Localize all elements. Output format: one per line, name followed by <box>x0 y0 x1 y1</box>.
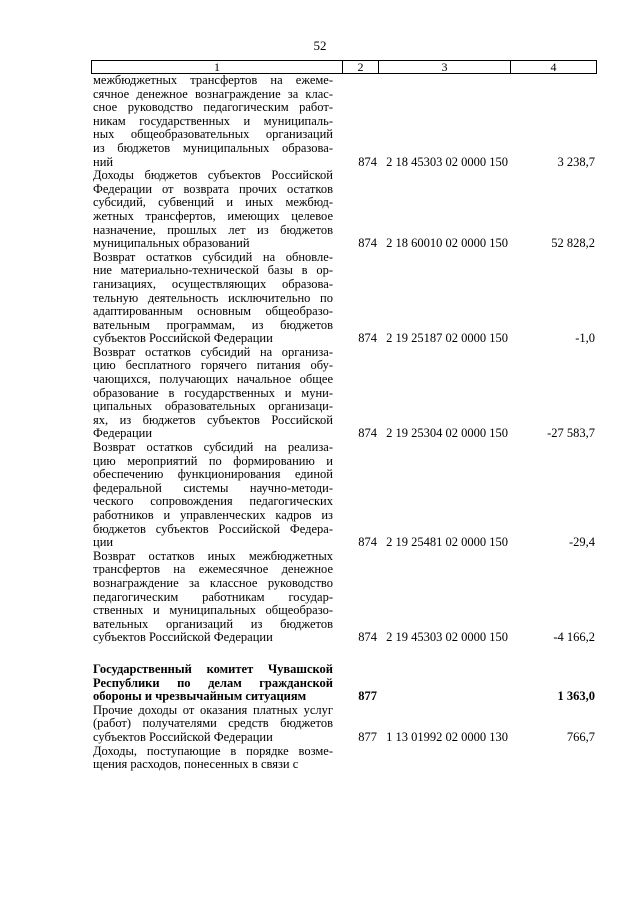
table-row <box>93 74 597 169</box>
description-line: щения расходов, понесенных в связи с <box>93 757 299 772</box>
amount: -27 583,7 <box>547 426 595 441</box>
budget-classification-code: 1 13 01992 02 0000 130 <box>386 729 508 744</box>
table-header <box>91 60 597 74</box>
description-line: Доходы, поступающие в порядке возме- <box>93 743 333 758</box>
description-line: трансфертов на ежемесячное денежное <box>93 562 333 577</box>
description-line: чающихся, получающих начальное общее <box>93 372 333 387</box>
budget-classification-code: 2 19 25304 02 0000 150 <box>386 426 508 441</box>
table-row <box>93 346 597 441</box>
table-row <box>93 704 597 745</box>
description-line: жетных трансфертов, имеющих целевое <box>93 208 333 223</box>
row-description <box>93 745 333 772</box>
description-line: субсидий, субвенций и иных межбюд- <box>93 195 333 210</box>
description-line: Возврат остатков субсидий на организа- <box>93 344 333 359</box>
table-row <box>93 251 597 346</box>
description-line: работников и управленческих кадров из <box>93 508 333 522</box>
description-line: ях, из бюджетов субъектов Российской <box>93 412 333 427</box>
description-line: субъектов Российской Федерации <box>93 331 273 346</box>
description-line: федеральной системы научно-методи- <box>93 480 333 495</box>
admin-code: 874 <box>358 236 377 251</box>
description-line: сное руководство педагогическим работ- <box>93 100 333 115</box>
description-line: педагогическим работникам государ- <box>93 589 333 604</box>
table-row <box>93 550 597 645</box>
amount: 52 828,2 <box>551 236 595 251</box>
description-line: Прочие доходы от оказания платных услуг <box>93 702 333 717</box>
description-line: из бюджетов муниципальных образова- <box>93 140 333 155</box>
description-line: адаптированным основным общеобразо- <box>93 304 333 319</box>
row-spacer <box>93 645 597 663</box>
admin-code: 874 <box>358 630 377 645</box>
description-line: субъектов Российской Федерации <box>93 729 273 744</box>
description-line: (работ) получателями средств бюджетов <box>93 716 333 731</box>
description-line: Федерации от возврата прочих остатков <box>93 181 333 196</box>
description-line: Федерации <box>93 426 153 441</box>
row-description <box>93 346 333 441</box>
admin-code: 874 <box>358 535 377 550</box>
description-line: образование в государственных и муни- <box>93 385 333 400</box>
amount: -1,0 <box>575 331 595 346</box>
row-description <box>93 663 333 704</box>
description-line: обороны и чрезвычайным ситуациям <box>93 689 307 704</box>
header-col-4: 4 <box>550 60 557 74</box>
description-line: цию мероприятий по формированию и <box>93 453 333 468</box>
description-line: межбюджетных трансфертов на ежеме- <box>93 73 333 87</box>
table-row <box>93 745 597 772</box>
amount: -29,4 <box>568 535 595 550</box>
page-number: 52 <box>313 38 327 53</box>
row-description <box>93 441 333 550</box>
admin-code: 874 <box>358 426 377 441</box>
budget-classification-code: 2 18 60010 02 0000 150 <box>386 236 508 251</box>
description-line: обеспечению функционирования единой <box>93 467 333 482</box>
description-line: Республики по делам гражданской <box>93 675 333 690</box>
description-line: назначение, прошлых лет из бюджетов <box>93 222 333 237</box>
admin-code: 877 <box>358 689 377 704</box>
amount: 3 238,7 <box>557 154 595 169</box>
description-line: муниципальных образований <box>93 236 250 251</box>
amount: -4 166,2 <box>553 630 595 645</box>
admin-code: 877 <box>358 729 377 744</box>
description-line: вательным программам, из бюджетов <box>93 317 333 332</box>
description-line: вознаграждение за классное руководство <box>93 575 333 590</box>
description-line: ственных и муниципальных общеобразо- <box>93 603 333 618</box>
description-line: вательных организаций из бюджетов <box>93 616 333 631</box>
description-line: ческого сопровождения педагогических <box>93 494 333 509</box>
description-line: Доходы бюджетов субъектов Российской <box>93 168 333 183</box>
description-line: Возврат остатков иных межбюджетных <box>93 548 333 563</box>
row-description <box>93 704 333 745</box>
amount: 766,7 <box>566 729 595 744</box>
budget-classification-code: 2 19 25481 02 0000 150 <box>386 535 508 550</box>
description-line: Возврат остатков субсидий на обновле- <box>93 249 333 264</box>
description-line: Возврат остатков субсидий на реализа- <box>93 440 333 455</box>
description-line: цию бесплатного горячего питания обу- <box>93 358 333 373</box>
description-line: ципальных образовательных организаци- <box>93 399 333 414</box>
description-line: никам государственных и муниципаль- <box>93 113 333 128</box>
budget-classification-code: 2 18 45303 02 0000 150 <box>386 154 508 169</box>
description-line: ции <box>93 535 114 550</box>
header-col-2: 2 <box>343 61 379 73</box>
budget-classification-code: 2 19 25187 02 0000 150 <box>386 331 508 346</box>
description-line: тельную деятельность исключительно по <box>93 290 333 305</box>
header-col-3: 3 <box>379 61 511 73</box>
description-line: Государственный комитет Чувашской <box>93 661 333 676</box>
description-line: ний <box>93 154 114 169</box>
amount: 1 363,0 <box>557 689 595 704</box>
budget-classification-code: 2 19 45303 02 0000 150 <box>386 630 508 645</box>
table-body <box>93 74 597 772</box>
admin-code: 874 <box>358 331 377 346</box>
description-line: ных общеобразовательных организаций <box>93 127 333 142</box>
row-description <box>93 169 333 251</box>
row-description <box>93 251 333 346</box>
row-description <box>93 74 333 169</box>
table-row <box>93 169 597 251</box>
row-description <box>93 550 333 645</box>
description-line: ние материально-технической базы в ор- <box>93 263 333 278</box>
description-line: бюджетов субъектов Российской Федера- <box>93 521 333 536</box>
section-header-row <box>93 663 597 704</box>
description-line: сячное денежное вознаграждение за клас- <box>93 86 333 101</box>
header-col-1: 1 <box>92 61 343 73</box>
admin-code: 874 <box>358 154 377 169</box>
table-row <box>93 441 597 550</box>
description-line: ганизациях, осуществляющих образова- <box>93 276 333 291</box>
description-line: субъектов Российской Федерации <box>93 630 273 645</box>
